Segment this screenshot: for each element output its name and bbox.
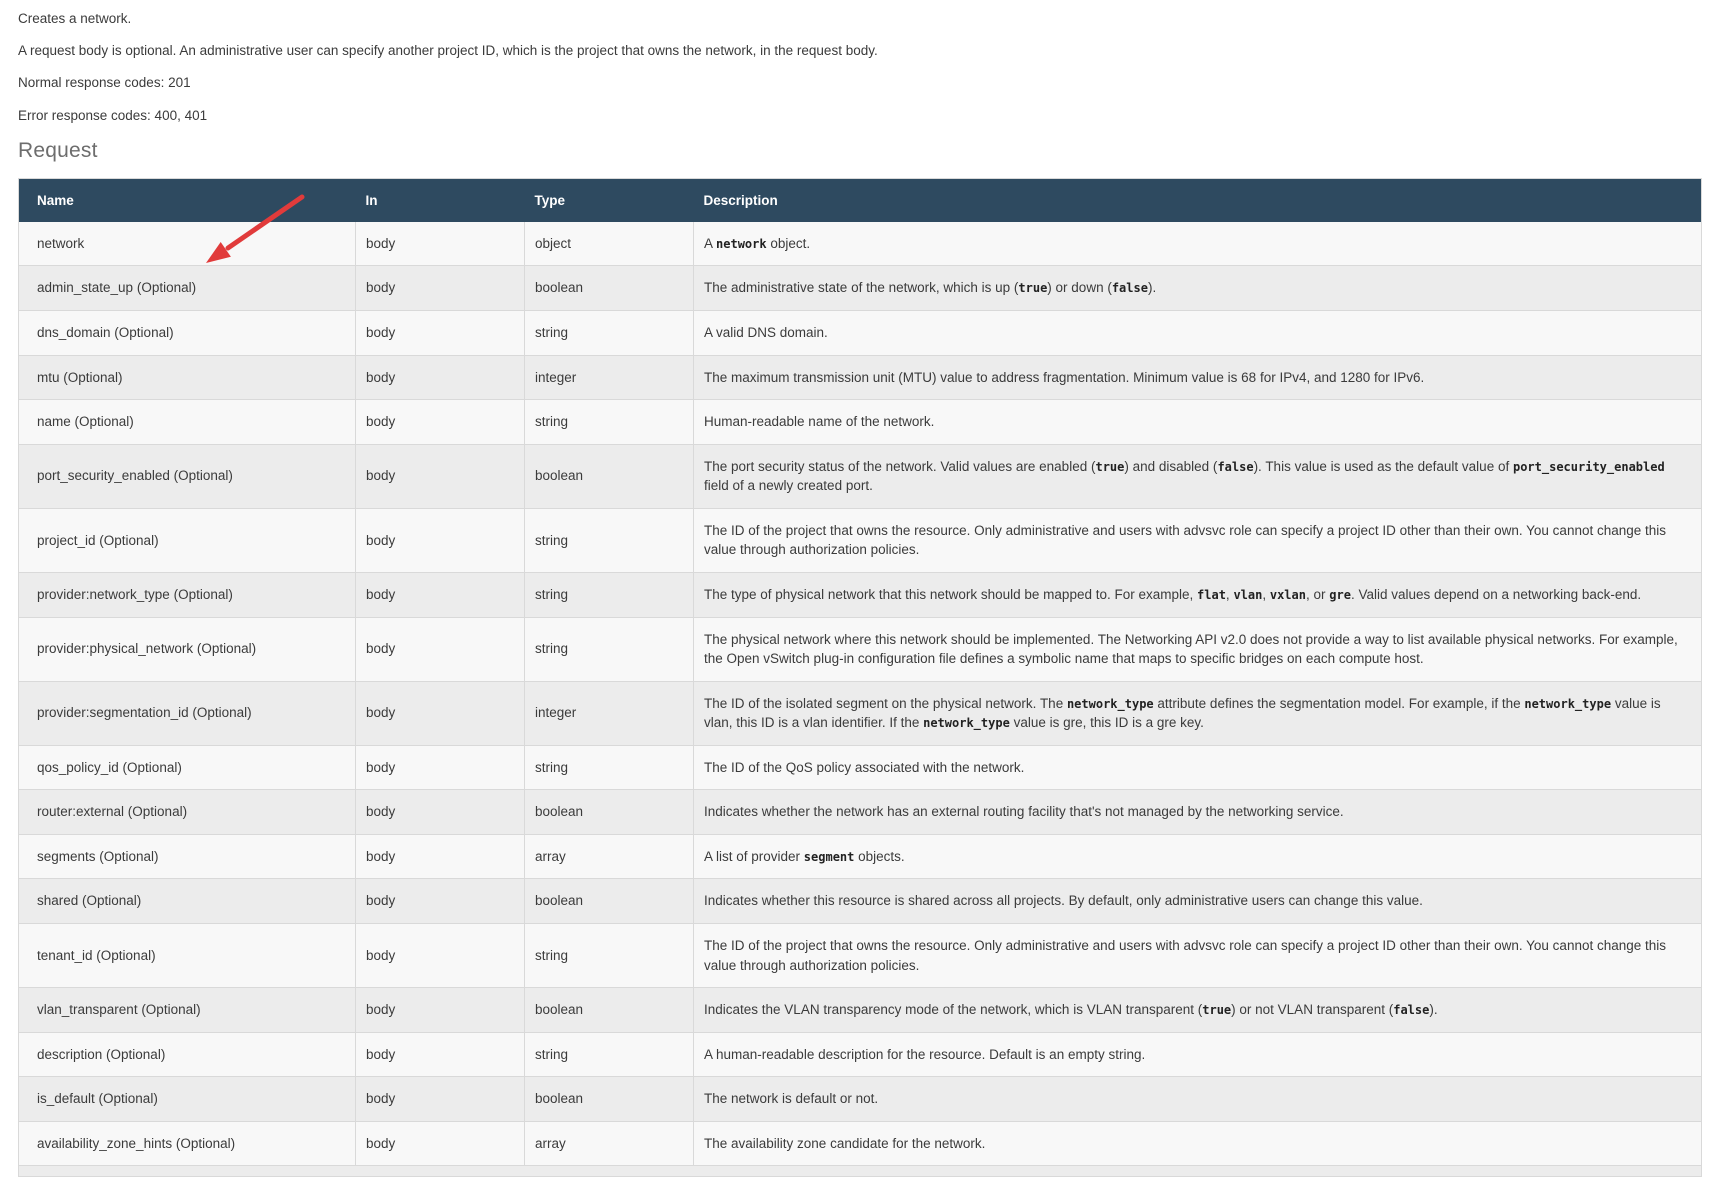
inline-code: segment <box>803 849 855 864</box>
param-type-cell: boolean <box>525 790 694 835</box>
table-row <box>19 222 1702 266</box>
table-row <box>19 681 1702 745</box>
param-in-cell: body <box>356 681 525 745</box>
inline-code: network_type <box>1066 696 1154 711</box>
param-description-cell: The ID of the isolated segment on the physical network. The network_type attribute defines the segmentation model. For example, if the network_type value is vlan, this ID is a vlan identifier. If the network_type value is gre, this ID is a gre key. <box>694 681 1702 745</box>
param-name-cell: qos_policy_id (Optional) <box>19 745 356 790</box>
table-row <box>19 355 1702 400</box>
param-description-cell: The maximum transmission unit (MTU) value to address fragmentation. Minimum value is 68 for IPv4, and 1280 for IPv6. <box>694 355 1702 400</box>
param-in-cell: body <box>356 444 525 508</box>
param-description-cell: The physical network where this network should be implemented. The Networking API v2.0 does not provide a way to list available physical networks. For example, the Open vSwitch plug-in configuration file defines a symbolic name that maps to specific bridges on each compute host. <box>694 617 1702 681</box>
table-row <box>19 508 1702 572</box>
param-description-cell: The type of physical network that this network should be mapped to. For example, flat, vlan, vxlan, or gre. Valid values depend on a networking back-end. <box>694 572 1702 617</box>
table-row <box>19 572 1702 617</box>
inline-code: network <box>716 236 767 251</box>
param-name-cell: availability_zone_hints (Optional) <box>19 1121 356 1166</box>
param-description-cell: The ID of the project that owns the resource. Only administrative and users with advsvc role can specify a project ID other than their own. You cannot change this value through authorization policies. <box>694 924 1702 988</box>
param-in-cell: body <box>356 834 525 879</box>
param-name-cell: tenant_id (Optional) <box>19 924 356 988</box>
table-row <box>19 1077 1702 1122</box>
param-in-cell: body <box>356 508 525 572</box>
param-type-cell: string <box>525 745 694 790</box>
param-name-cell: dns_domain (Optional) <box>19 311 356 356</box>
inline-code: false <box>1393 1003 1430 1018</box>
param-name-cell: network <box>19 222 356 266</box>
request-section-title: Request <box>18 138 98 162</box>
param-type-cell: array <box>525 1121 694 1166</box>
inline-code: gre <box>1329 587 1351 602</box>
param-type-cell: array <box>525 834 694 879</box>
param-name-cell: name (Optional) <box>19 400 356 445</box>
param-name-cell: shared (Optional) <box>19 879 356 924</box>
intro-line-4: Error response codes: 400, 401 <box>18 107 208 123</box>
param-in-cell: body <box>356 1077 525 1122</box>
param-type-cell: string <box>525 311 694 356</box>
param-description-cell: A valid DNS domain. <box>694 311 1702 356</box>
param-name-cell: vlan_transparent (Optional) <box>19 988 356 1033</box>
inline-code: true <box>1202 1003 1232 1018</box>
param-name-cell: mtu (Optional) <box>19 355 356 400</box>
param-description-cell: A list of provider segment objects. <box>694 834 1702 879</box>
table-row <box>19 879 1702 924</box>
table-row <box>19 988 1702 1033</box>
intro-line-3: Normal response codes: 201 <box>18 75 191 91</box>
table-row <box>19 266 1702 311</box>
table-row <box>19 1121 1702 1166</box>
param-type-cell: string <box>525 617 694 681</box>
param-type-cell: string <box>525 1032 694 1077</box>
param-description-cell: The ID of the QoS policy associated with the network. <box>694 745 1702 790</box>
param-type-cell: string <box>525 508 694 572</box>
param-description-cell: The administrative state of the network, which is up (true) or down (false). <box>694 266 1702 311</box>
param-in-cell: body <box>356 222 525 266</box>
param-in-cell: body <box>356 355 525 400</box>
param-description-cell: Indicates whether the network has an external routing facility that's not managed by the networking service. <box>694 790 1702 835</box>
param-in-cell: body <box>356 572 525 617</box>
inline-code: port_security_enabled <box>1512 459 1665 474</box>
param-name-cell: port_security_enabled (Optional) <box>19 444 356 508</box>
param-description-cell: Indicates whether this resource is shared across all projects. By default, only administrative users can change this value. <box>694 879 1702 924</box>
column-header-in: In <box>356 178 525 222</box>
table-row <box>19 311 1702 356</box>
inline-code: network_type <box>1524 696 1612 711</box>
param-type-cell: boolean <box>525 879 694 924</box>
inline-code: false <box>1111 281 1148 296</box>
param-name-cell: project_id (Optional) <box>19 508 356 572</box>
intro-line-1: Creates a network. <box>18 11 132 26</box>
param-in-cell: body <box>356 1032 525 1077</box>
column-header-name: Name <box>19 178 356 222</box>
param-type-cell: integer <box>525 355 694 400</box>
param-name-cell: provider:physical_network (Optional) <box>19 617 356 681</box>
param-name-cell: provider:network_type (Optional) <box>19 572 356 617</box>
param-in-cell: body <box>356 266 525 311</box>
param-in-cell: body <box>356 879 525 924</box>
param-description-cell: The network is default or not. <box>694 1077 1702 1122</box>
table-row <box>19 924 1702 988</box>
param-in-cell: body <box>356 311 525 356</box>
param-name-cell: provider:segmentation_id (Optional) <box>19 681 356 745</box>
inline-code: vxlan <box>1269 587 1306 602</box>
param-type-cell: integer <box>525 681 694 745</box>
table-header-row <box>19 178 1702 222</box>
inline-code: network_type <box>923 716 1010 731</box>
param-in-cell: body <box>356 617 525 681</box>
inline-code: true <box>1095 459 1125 474</box>
param-name-cell: router:external (Optional) <box>19 790 356 835</box>
param-type-cell: object <box>525 222 694 266</box>
inline-code: flat <box>1197 587 1226 602</box>
column-header-description: Description <box>694 178 1702 222</box>
inline-code: true <box>1018 281 1048 296</box>
table-row <box>19 617 1702 681</box>
param-in-cell: body <box>356 924 525 988</box>
table-header <box>19 178 1702 222</box>
intro-paragraphs <box>18 10 1702 125</box>
inline-code: false <box>1217 459 1254 474</box>
param-type-cell: string <box>525 572 694 617</box>
param-in-cell: body <box>356 988 525 1033</box>
param-name-cell: description (Optional) <box>19 1032 356 1077</box>
partial-next-row <box>18 1166 1702 1177</box>
param-type-cell: boolean <box>525 1077 694 1122</box>
param-in-cell: body <box>356 400 525 445</box>
param-type-cell: boolean <box>525 988 694 1033</box>
table-row <box>19 1032 1702 1077</box>
param-description-cell: The availability zone candidate for the network. <box>694 1121 1702 1166</box>
param-description-cell: Indicates the VLAN transparency mode of the network, which is VLAN transparent (true) or not VLAN transparent (false). <box>694 988 1702 1033</box>
inline-code: vlan <box>1233 587 1263 602</box>
table-row <box>19 790 1702 835</box>
param-in-cell: body <box>356 1121 525 1166</box>
table-row <box>19 444 1702 508</box>
param-description-cell: A human-readable description for the resource. Default is an empty string. <box>694 1032 1702 1077</box>
table-row <box>19 834 1702 879</box>
param-name-cell: segments (Optional) <box>19 834 356 879</box>
request-parameters-table <box>18 178 1702 1167</box>
param-type-cell: boolean <box>525 444 694 508</box>
param-name-cell: admin_state_up (Optional) <box>19 266 356 311</box>
table-row <box>19 745 1702 790</box>
column-header-type: Type <box>525 178 694 222</box>
param-description-cell: The ID of the project that owns the resource. Only administrative and users with advsvc role can specify a project ID other than their own. You cannot change this value through authorization policies. <box>694 508 1702 572</box>
table-row <box>19 400 1702 445</box>
intro-line-2: A request body is optional. An administrative user can specify another project ID, which is the project that owns the network, in the request body. <box>18 43 878 59</box>
param-type-cell: string <box>525 400 694 445</box>
param-name-cell: is_default (Optional) <box>19 1077 356 1122</box>
table-body <box>19 222 1702 1166</box>
param-description-cell: Human-readable name of the network. <box>694 400 1702 445</box>
param-type-cell: boolean <box>525 266 694 311</box>
param-type-cell: string <box>525 924 694 988</box>
param-in-cell: body <box>356 790 525 835</box>
param-description-cell: A network object. <box>694 222 1702 266</box>
param-description-cell: The port security status of the network. Valid values are enabled (true) and disabled (false). This value is used as the default value of port_security_enabled field of a newly created port. <box>694 444 1702 508</box>
param-in-cell: body <box>356 745 525 790</box>
